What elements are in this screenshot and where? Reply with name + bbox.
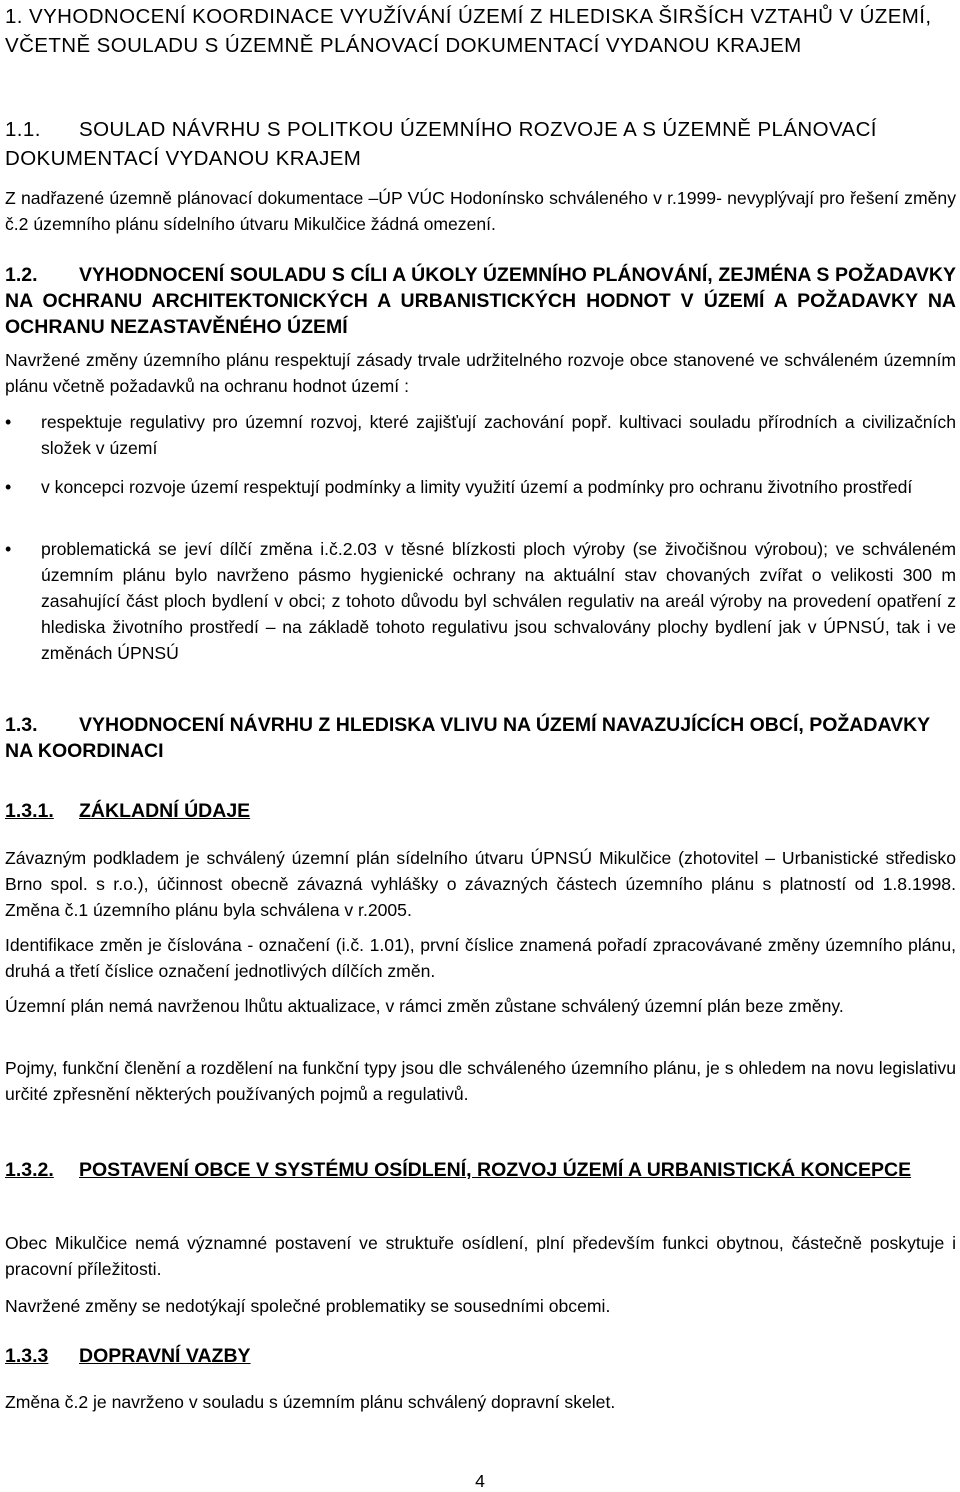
section-1-2-heading bbox=[5, 262, 956, 340]
section-1-3-1-number: 1.3.1. bbox=[5, 800, 54, 822]
section-1-3-1-paragraph: Závazným podkladem je schválený územní plán sídelního útvaru ÚPNSÚ Mikulčice (zhotovitel – Urbanistické středisko Brno spol. s r.o.), účinnost obecně závazná vyhlášky o závazných částech územního plánu s platností od 1.8.1998. Změna č.1 územního plánu byla schválena v r.2005. bbox=[5, 848, 956, 920]
section-1-3-2-heading bbox=[5, 1157, 956, 1183]
section-1-1-number: 1.1. bbox=[5, 118, 41, 141]
bullet-item: v koncepci rozvoje území respektují podmínky a limity využití území a podmínky pro ochranu životního prostředí bbox=[41, 477, 913, 497]
section-1-3-3-number: 1.3.3 bbox=[5, 1345, 49, 1367]
section-1-2-title: VYHODNOCENÍ SOULADU S CÍLI A ÚKOLY ÚZEMNÍHO PLÁNOVÁNÍ, ZEJMÉNA S POŽADAVKY NA OCHRANU ARCHITEKTONICKÝCH A URBANISTICKÝCH HODNOT V ÚZEMÍ A POŽADAVKY NA OCHRANU NEZASTAVĚNÉHO ÚZEMÍ bbox=[5, 264, 956, 338]
section-1-1-heading bbox=[5, 115, 956, 173]
bullet-item: problematická se jeví dílčí změna i.č.2.03 v těsné blízkosti ploch výroby (se živočišnou výrobou); ve schváleném územním plánu bylo navrženo pásmo hygienické ochrany na aktuální stav chovaných zvířat o velikosti 300 m zasahující část ploch bydlení v obci; z tohoto důvodu byl schválen regulativ na areál výroby na provedení opatření z hlediska životního prostředí – na základě tohoto regulativu jsou schvalovány plochy bydlení jak v ÚPNSÚ, tak i ve změnách ÚPNSÚ bbox=[41, 539, 956, 663]
section-1-2-intro: Navržené změny územního plánu respektují zásady trvale udržitelného rozvoje obce stanovené ve schváleném územním plánu včetně požadavků na ochranu hodnot území : bbox=[5, 350, 956, 396]
section-1-3-2-number: 1.3.2. bbox=[5, 1159, 54, 1181]
section-1-3-3-heading bbox=[5, 1343, 956, 1369]
section-1-3-2-paragraph: Obec Mikulčice nemá významné postavení ve struktuře osídlení, plní především funkci obytnou, částečně poskytuje i pracovní příležitosti. bbox=[5, 1233, 956, 1279]
bullet-marker: • bbox=[5, 477, 12, 497]
bullet-marker: • bbox=[5, 539, 12, 559]
section-1-3-1-title: ZÁKLADNÍ ÚDAJE bbox=[79, 800, 251, 822]
section-1-1-paragraph: Z nadřazené územně plánovací dokumentace –ÚP VÚC Hodonínsko schváleného v r.1999- nevyplývají pro řešení změny č.2 územního plánu sídelního útvaru Mikulčice žádná omezení. bbox=[5, 188, 956, 234]
bullet-marker: • bbox=[5, 412, 12, 432]
section-1-3-number: 1.3. bbox=[5, 714, 38, 736]
section-1-3-2-title: POSTAVENÍ OBCE V SYSTÉMU OSÍDLENÍ, ROZVOJ ÚZEMÍ A URBANISTICKÁ KONCEPCE bbox=[79, 1159, 912, 1181]
section-1-heading: 1. VYHODNOCENÍ KOORDINACE VYUŽÍVÁNÍ ÚZEMÍ Z HLEDISKA ŠIRŠÍCH VZTAHŮ V ÚZEMÍ, VČETNĚ SOULADU S ÚZEMNĚ PLÁNOVACÍ DOKUMENTACÍ VYDANOU KRAJEM bbox=[5, 5, 932, 57]
section-1-3-1-paragraph: Pojmy, funkční členění a rozdělení na funkční typy jsou dle schváleného územního plánu, je s ohledem na novu legislativu určité zpřesnění některých používaných pojmů a regulativů. bbox=[5, 1058, 956, 1104]
bullet-item: respektuje regulativy pro územní rozvoj, které zajišťují zachování popř. kultivaci souladu přírodních a civilizačních složek v území bbox=[41, 412, 956, 458]
section-1-3-3-paragraph: Změna č.2 je navrženo v souladu s územním plánu schválený dopravní skelet. bbox=[5, 1392, 616, 1412]
section-1-3-1-heading bbox=[5, 798, 956, 824]
section-1-3-1-paragraph: Územní plán nemá navrženou lhůtu aktualizace, v rámci změn zůstane schválený územní plán beze změny. bbox=[5, 996, 844, 1016]
page-number: 4 bbox=[475, 1471, 485, 1491]
section-1-2-number: 1.2. bbox=[5, 264, 38, 286]
section-1-3-heading bbox=[5, 712, 956, 764]
section-1-3-3-title: DOPRAVNÍ VAZBY bbox=[79, 1345, 251, 1367]
section-1-1-title: SOULAD NÁVRHU S POLITKOU ÚZEMNÍHO ROZVOJE A S ÚZEMNĚ PLÁNOVACÍ DOKUMENTACÍ VYDANOU KRAJEM bbox=[5, 118, 877, 170]
section-1-3-title: VYHODNOCENÍ NÁVRHU Z HLEDISKA VLIVU NA ÚZEMÍ NAVAZUJÍCÍCH OBCÍ, POŽADAVKY NA KOORDINACI bbox=[5, 714, 930, 762]
section-1-3-1-paragraph: Identifikace změn je číslována - označení (i.č. 1.01), první číslice znamená pořadí zpracovávané změny územního plánu, druhá a třetí číslice označení jednotlivých dílčích změn. bbox=[5, 935, 956, 981]
section-1-3-2-paragraph: Navržené změny se nedotýkají společné problematiky se sousedními obcemi. bbox=[5, 1296, 611, 1316]
